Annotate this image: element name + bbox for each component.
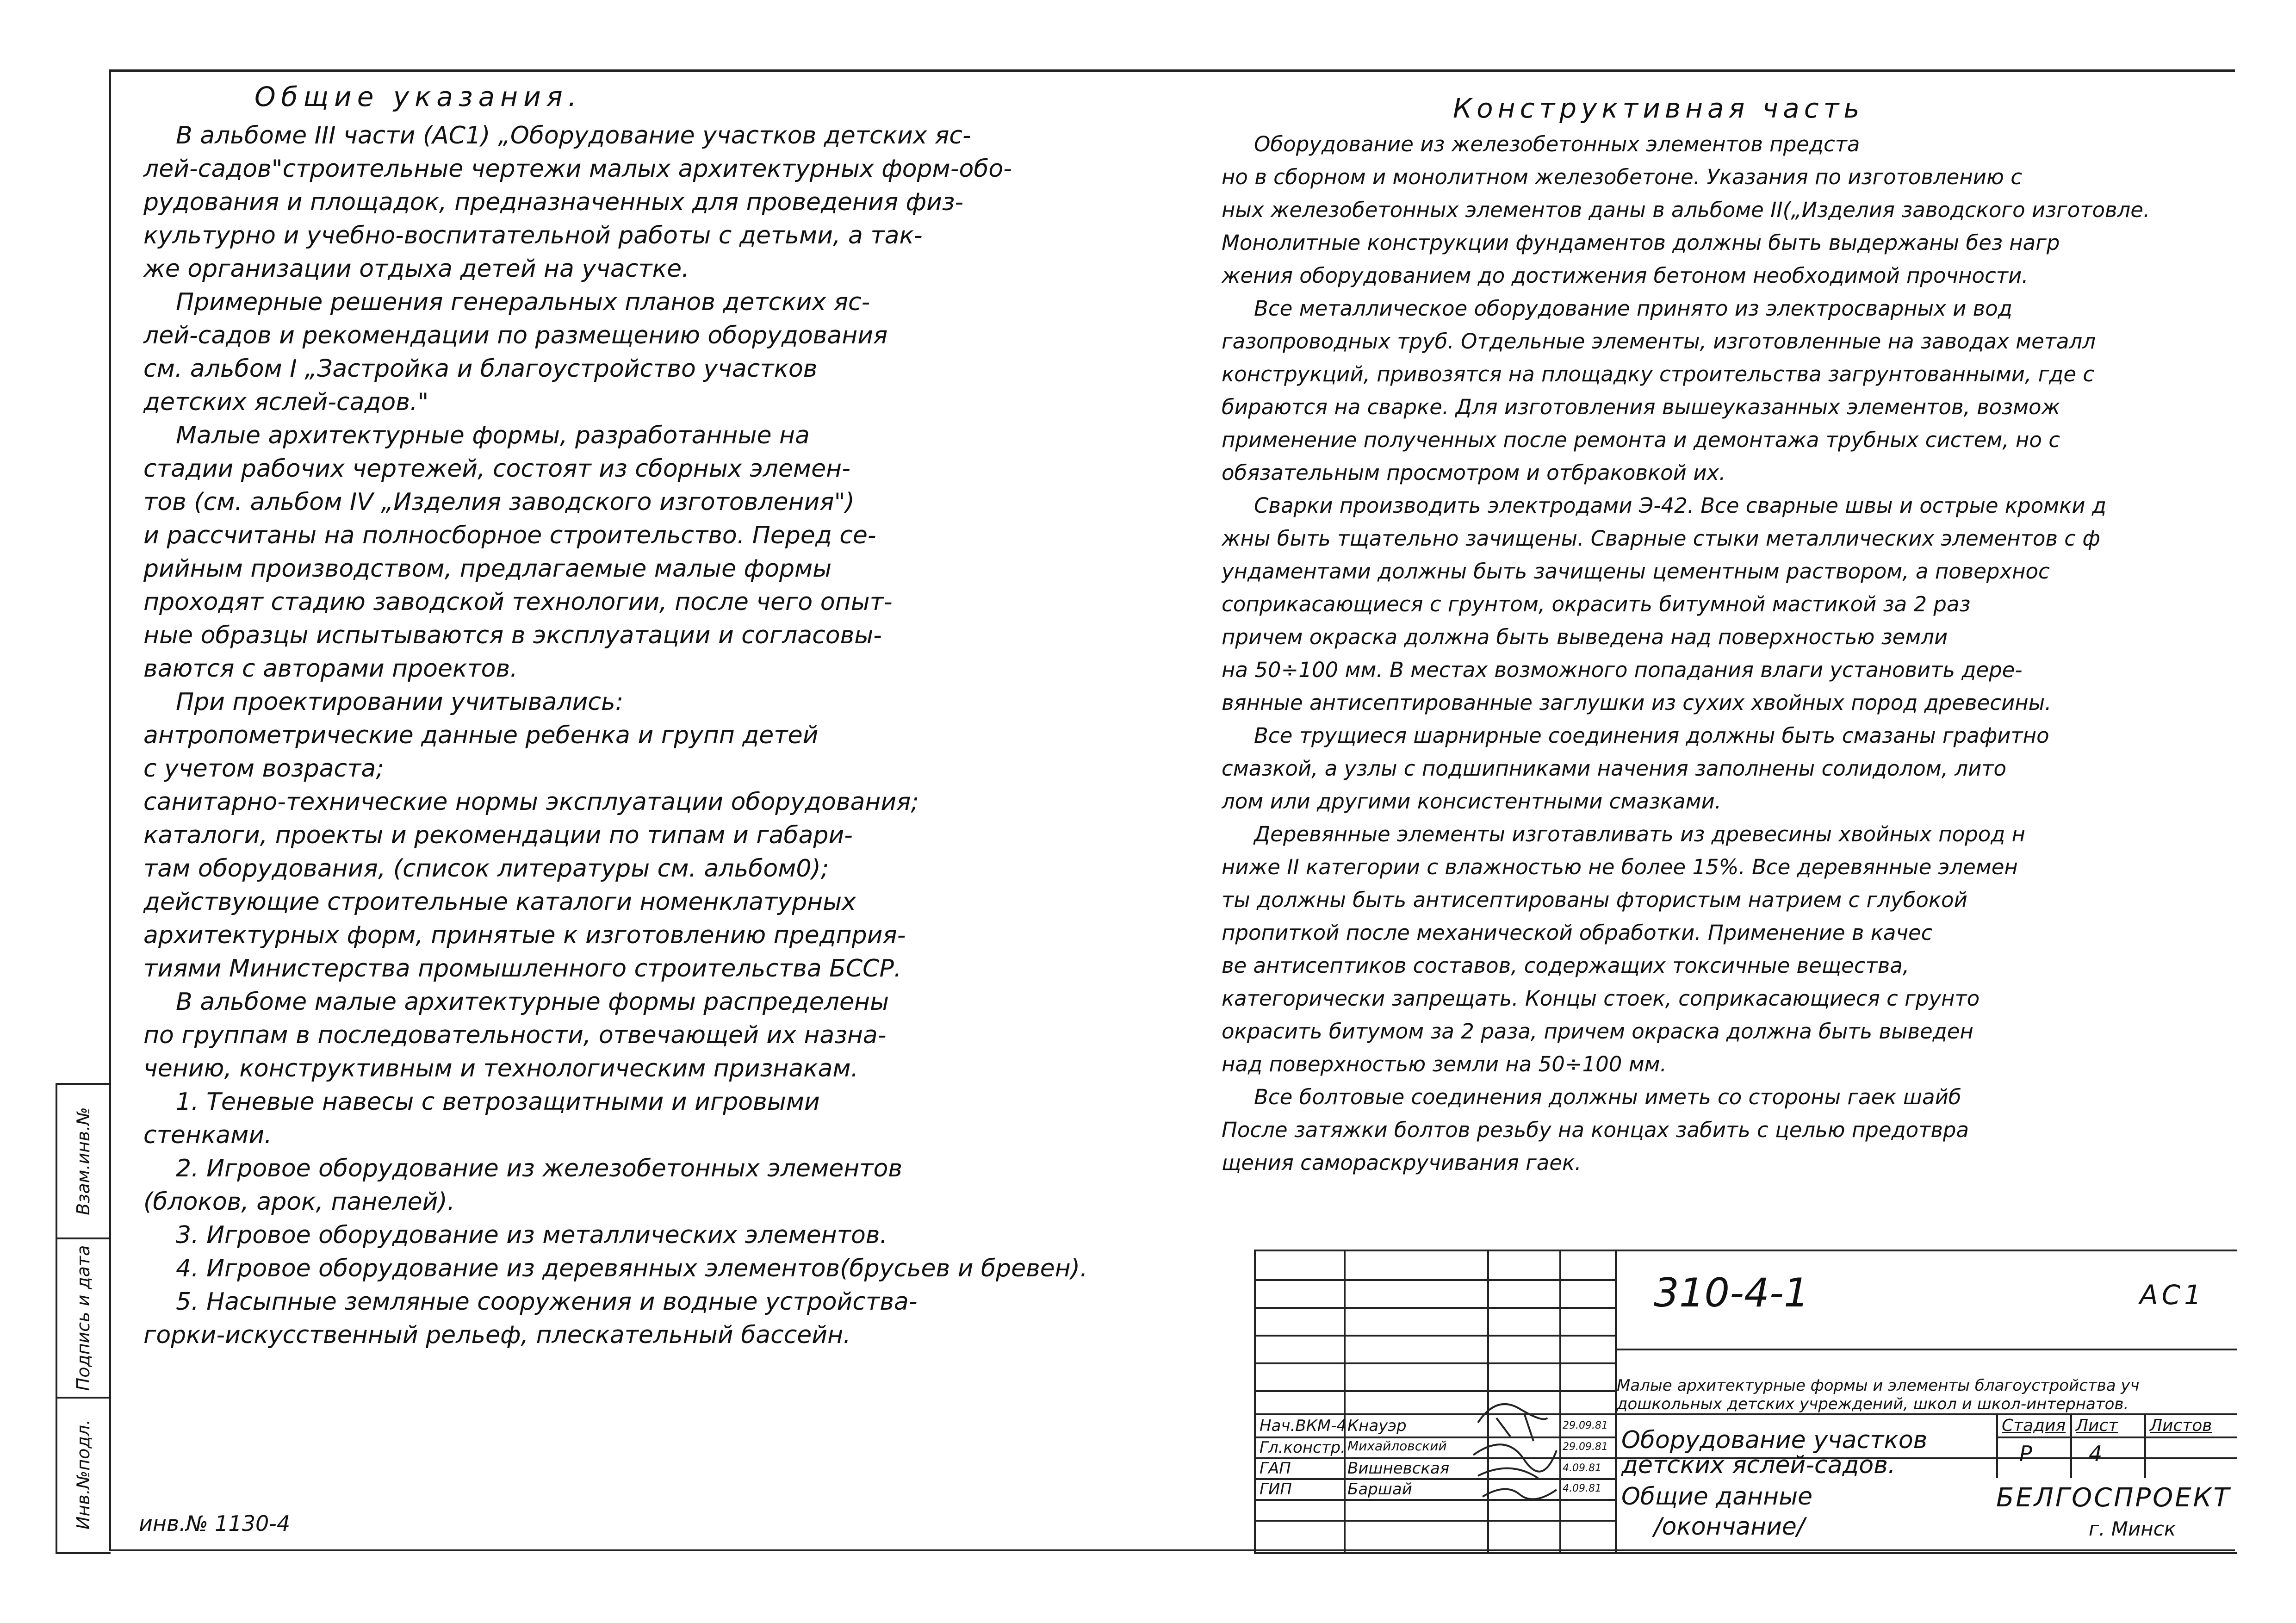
text-line: архитектурных форм, принятые к изготовлению предприя- [143, 921, 906, 949]
text-line: детских яслей-садов." [143, 388, 429, 416]
text-line: Все болтовые соединения должны иметь со стороны гаек шайб [1254, 1085, 1961, 1109]
signer-date: 29.09.81 [1563, 1420, 1608, 1431]
project-subtitle-line-1: Малые архитектурные формы и элементы благоустройства уч [1617, 1376, 2140, 1395]
text-line: и рассчитаны на полносборное строительство. Перед се- [143, 522, 876, 549]
general-instructions-text [143, 119, 1185, 1085]
text-line: смазкой, а узлы с подшипниками начения заполнены солидолом, лито [1222, 756, 2007, 781]
sheet-title-line-2: детских яслей-садов. [1621, 1451, 1896, 1479]
text-line: жны быть тщательно зачищены. Сварные стыки металлических элементов с ф [1222, 526, 2100, 551]
text-line: ундаментами должны быть зачищены цементным раствором, а поверхнос [1222, 559, 2050, 584]
text-line: санитарно-технические нормы эксплуатации оборудования; [143, 788, 919, 816]
list-item: стенками. [143, 1121, 272, 1149]
signer-name: Михайловский [1347, 1438, 1447, 1454]
paragraph [143, 286, 1185, 419]
side-stamp [56, 1083, 111, 1554]
text-line: ных железобетонных элементов даны в альбоме II(„Изделия заводского изготовле. [1222, 198, 2150, 222]
sheet-value: 4 [2089, 1441, 2103, 1466]
text-line: жения оборудованием до достижения бетоном необходимой прочности. [1222, 263, 2029, 288]
signer-date: 4.09.81 [1563, 1462, 1601, 1474]
handwritten-signatures [1469, 1390, 1561, 1501]
paragraph [1222, 292, 2235, 489]
paragraph [1222, 489, 2235, 719]
text-line: категорически запрещать. Концы стоек, соприкасающиеся с грунто [1222, 986, 1980, 1011]
inventory-number: инв.№ 1130-4 [139, 1511, 291, 1536]
text-line: действующие строительные каталоги номенклатурных [143, 888, 856, 916]
text-line: пропиткой после механической обработки. Применение в качес [1222, 920, 1933, 945]
text-line: газопроводных труб. Отдельные элементы, изготовленные на заводах металл [1222, 329, 2096, 354]
text-line: щения самораскручивания гаек. [1222, 1150, 1582, 1175]
paragraph [1222, 1081, 2235, 1179]
signer-role: Нач.ВКМ-4 [1260, 1417, 1347, 1435]
project-subtitle-line-2: дошкольных детских учреждений, школ и школ-интернатов. [1617, 1395, 2129, 1413]
text-line: с учетом возраста; [143, 755, 384, 783]
text-line: рудования и площадок, предназначенных для проведения физ- [143, 188, 964, 216]
text-line: При проектировании учитывались: [176, 688, 624, 716]
text-line: антропометрические данные ребенка и групп детей [143, 721, 819, 749]
text-line: Малые архитектурные формы, разработанные на [176, 422, 810, 449]
list-item: 2. Игровое оборудование из железобетонных элементов [176, 1155, 903, 1182]
text-line: но в сборном и монолитном железобетоне. Указания по изготовлению с [1222, 165, 2022, 189]
text-line: проходят стадию заводской технологии, после чего опыт- [143, 588, 893, 616]
paragraph [143, 119, 1185, 286]
text-line: После затяжки болтов резьбу на концах забить с целью предотвра [1222, 1118, 1969, 1142]
text-line: лей-садов и рекомендации по размещению оборудования [143, 322, 888, 349]
general-instructions-heading: Общие указания. [254, 81, 583, 112]
text-line: вянные антисептированные заглушки из сухих хвойных пород древесины. [1222, 690, 2052, 715]
text-line: лей-садов"строительные чертежи малых архитектурных форм-обо- [143, 155, 1012, 183]
text-line: ниже II категории с влажностью не более 15%. Все деревянные элемен [1222, 855, 2018, 879]
text-line: тиями Министерства промышленного строительства БССР. [143, 955, 902, 983]
structural-part-heading: Конструктивная часть [1453, 93, 1864, 124]
paragraph [1222, 128, 2235, 292]
stage-header: Стадия [2002, 1416, 2066, 1435]
text-line: Деревянные элементы изготавливать из древесины хвойных пород н [1254, 822, 2026, 846]
signer-role: ГИП [1260, 1480, 1292, 1499]
structural-part-text [1222, 128, 2235, 1179]
list-item: 3. Игровое оборудование из металлических элементов. [176, 1221, 887, 1249]
document-code: 310-4-1 [1654, 1270, 1809, 1316]
frame-top-line [109, 69, 2235, 72]
side-stamp-cell: Взам.инв.№ [57, 1085, 109, 1239]
text-line: Монолитные конструкции фундаментов должны быть выдержаны без нагр [1222, 230, 2060, 255]
text-line: Примерные решения генеральных планов детских яс- [176, 288, 870, 316]
text-line: ты должны быть антисептированы фтористым натрием с глубокой [1222, 888, 1967, 912]
paragraph [1222, 719, 2235, 818]
section-title-line-1: Общие данные [1621, 1483, 1813, 1511]
text-line: см. альбом I „Застройка и благоустройство участков [143, 355, 818, 383]
text-line: бираются на сварке. Для изготовления вышеуказанных элементов, возмож [1222, 395, 2060, 419]
list-item: 4. Игровое оборудование из деревянных элементов(брусьев и бревен). [176, 1255, 1088, 1282]
side-stamp-cell: Инв.№подл. [73, 1419, 93, 1530]
list-item: 5. Насыпные земляные сооружения и водные устройства- [176, 1288, 918, 1316]
stage-value: Р [2019, 1441, 2032, 1466]
paragraph [143, 685, 1185, 985]
text-line: рийным производством, предлагаемые малые формы [143, 555, 832, 583]
organization-name: БЕЛГОСПРОЕКТ [1996, 1483, 2231, 1513]
text-line: над поверхностью земли на 50÷100 мм. [1222, 1052, 1667, 1076]
text-line: ваются с авторами проектов. [143, 655, 518, 683]
text-line: культурно и учебно-воспитательной работы с детьми, а так- [143, 222, 923, 249]
general-instructions-column [143, 81, 1185, 1352]
text-line: тов (см. альбом IV „Изделия заводского изготовления") [143, 488, 855, 516]
text-line: Оборудование из железобетонных элементов предста [1254, 132, 1860, 156]
structural-part-column [1222, 93, 2235, 1179]
signer-name: Вишневская [1347, 1459, 1450, 1478]
text-line: В альбоме малые архитектурные формы распределены [176, 988, 889, 1016]
list-item: (блоков, арок, панелей). [143, 1188, 455, 1216]
text-line: стадии рабочих чертежей, состоят из сборных элемен- [143, 455, 850, 483]
signer-name: Баршай [1347, 1480, 1412, 1499]
organization-city: г. Минск [2089, 1517, 2176, 1540]
title-block [1254, 1250, 2237, 1554]
text-line: конструкций, привозятся на площадку строительства загрунтованными, где с [1222, 362, 2095, 386]
sheets-header: Листов [2150, 1416, 2212, 1435]
text-line: чению, конструктивным и технологическим признакам. [143, 1055, 859, 1082]
list-item: 1. Теневые навесы с ветрозащитными и игровыми [176, 1088, 820, 1116]
signer-date: 4.09.81 [1563, 1483, 1601, 1494]
text-line: ве антисептиков составов, содержащих токсичные вещества, [1222, 953, 1910, 978]
equipment-groups-list [143, 1085, 1185, 1352]
section-title-line-2: /окончание/ [1654, 1513, 1805, 1541]
album-code: АС1 [2140, 1279, 2205, 1311]
signer-role: Гл.констр. [1260, 1438, 1346, 1457]
text-line: по группам в последовательности, отвечающей их назна- [143, 1021, 887, 1049]
text-line: каталоги, проекты и рекомендации по типам и габари- [143, 821, 853, 849]
text-line: Все металлическое оборудование принято из электросварных и вод [1254, 296, 2012, 321]
side-stamp-cell: Подпись и дата [57, 1239, 109, 1399]
sheet-title-line-1: Оборудование участков [1621, 1426, 1928, 1454]
paragraph [1222, 818, 2235, 1081]
text-line: применение полученных после ремонта и демонтажа трубных систем, но с [1222, 428, 2060, 452]
text-line: на 50÷100 мм. В местах возможного попадания влаги установить дере- [1222, 658, 2023, 682]
signer-date: 29.09.81 [1563, 1441, 1608, 1453]
text-line: окрасить битумом за 2 раза, причем окраска должна быть выведен [1222, 1019, 1973, 1044]
text-line: Сварки производить электродами Э-42. Все сварные швы и острые кромки д [1254, 493, 2106, 518]
text-line: обязательным просмотром и отбраковкой их. [1222, 460, 1726, 485]
text-line: причем окраска должна быть выведена над поверхностью земли [1222, 625, 1948, 649]
paragraph [143, 419, 1185, 685]
sheet-header: Лист [2076, 1416, 2118, 1435]
list-item: горки-искусственный рельеф, плескательный бассейн. [143, 1321, 851, 1349]
paragraph [143, 985, 1185, 1085]
text-line: же организации отдыха детей на участке. [143, 255, 689, 283]
signer-role: ГАП [1260, 1459, 1291, 1478]
text-line: ные образцы испытываются в эксплуатации и согласовы- [143, 622, 882, 649]
text-line: соприкасающиеся с грунтом, окрасить битумной мастикой за 2 раз [1222, 592, 1971, 616]
signer-name: Кнауэр [1347, 1417, 1407, 1435]
text-line: лом или другими консистентными смазками. [1222, 789, 1722, 814]
text-line: В альбоме III части (АС1) „Оборудование участков детских яс- [176, 122, 971, 149]
text-line: Все трущиеся шарнирные соединения должны быть смазаны графитно [1254, 723, 2049, 748]
text-line: там оборудования, (список литературы см. альбом0); [143, 855, 829, 883]
